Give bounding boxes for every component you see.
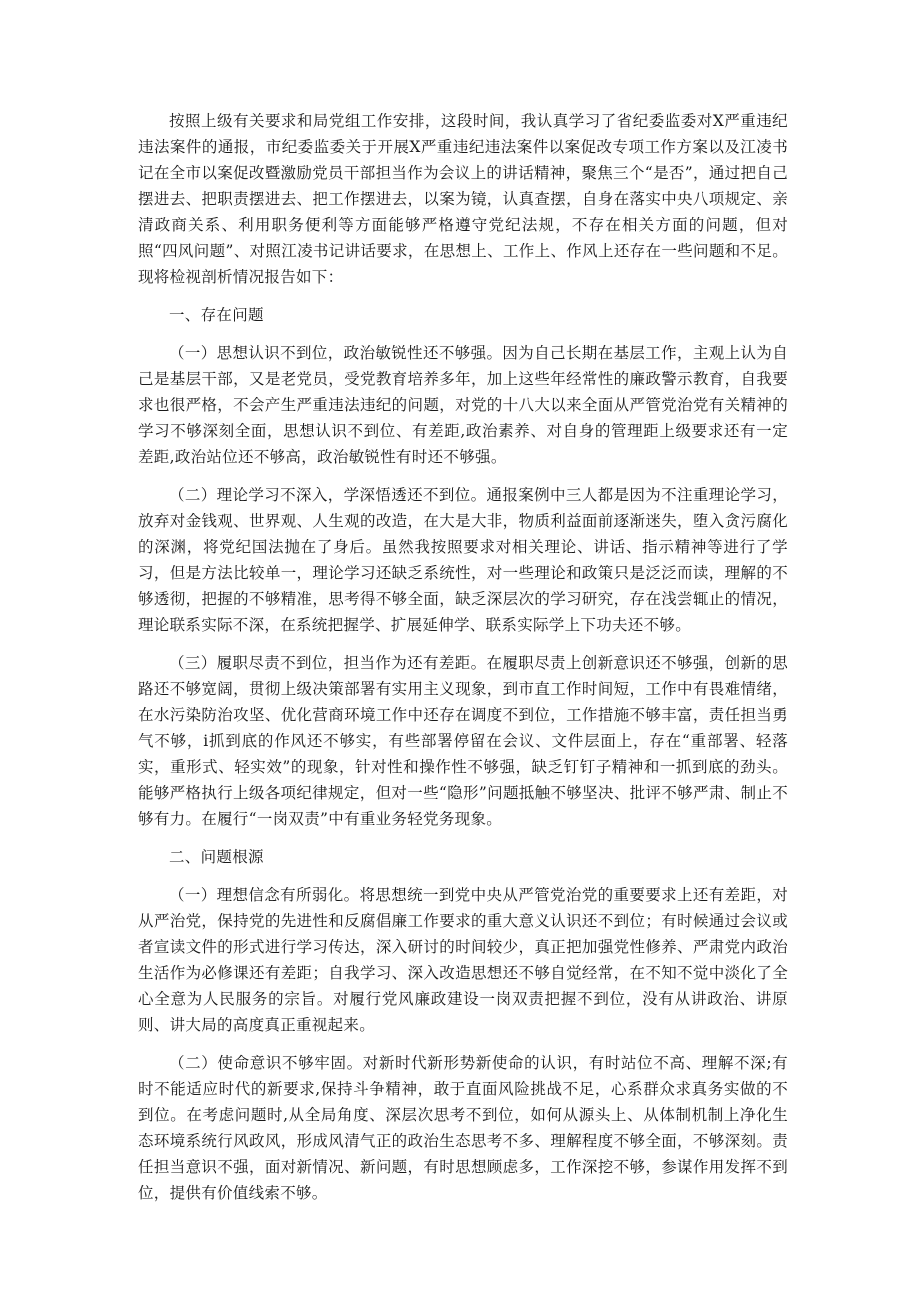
intro-paragraph: 按照上级有关要求和局党组工作安排，这段时间，我认真学习了省纪委监委对X严重违纪违法案件的通报，市纪委监委关于开展X严重违纪违法案件以案促改专项工作方案以及江凌书记在全市以案促改暨激励党员干部担当作为会议上的讲话精神，聚焦三个“是否”，通过把自己摆进去、把职责摆进去、把工作摆进去，以案为镜，认真查摆，自身在落实中央八项规定、亲清政商关系、利用职务便利等方面能够严格遵守党纪法规，不存在相关方面的问题，但对照“四风问题”、对照江凌书记讲话要求，在思想上、工作上、作风上还存在一些问题和不足。现将检视剖析情况报告如下：	[138, 112, 788, 286]
problem-item-1: （一）思想认识不到位，政治敏锐性还不够强。因为自己长期在基层工作，主观上认为自己是基层干部，又是老党员，受党教育培养多年，加上这些年经常性的廉政警示教育，自我要求也很严格，不会产生严重违法违纪的问题，对党的十八大以来全面从严管党治党有关精神的学习不够深刻全面，思想认识不到位、有差距,政治素养、对自身的管理距上级要求还有一定差距,政治站位还不够高，政治敏锐性有时还不够强。	[138, 344, 788, 466]
root-cause-item-1: （一）理想信念有所弱化。将思想统一到党中央从严管党治党的重要要求上还有差距，对从严治党，保持党的先进性和反腐倡廉工作要求的重大意义认识还不到位；有时候通过会议或者宣读文件的形式进行学习传达，深入研讨的时间较少，真正把加强党性修养、严肃党内政治生活作为必修课还有差距；自我学习、深入改造思想还不够自觉经常，在不知不觉中淡化了全心全意为人民服务的宗旨。对履行党风廉政建设一岗双责把握不到位，没有从讲政治、讲原则、讲大局的高度真正重视起来。	[138, 886, 788, 1034]
section-heading-root-causes: 二、问题根源	[169, 848, 264, 866]
section-heading-problems: 一、存在问题	[169, 306, 264, 324]
document-body	[138, 108, 788, 1206]
problem-item-3: （三）履职尽责不到位，担当作为还有差距。在履职尽责上创新意识还不够强，创新的思路还不够宽阔，贯彻上级决策部署有实用主义现象，到市直工作时间短，工作中有畏难情绪，在水污染防治攻坚、优化营商环境工作中还存在调度不到位，工作措施不够丰富，责任担当勇气不够，i抓到底的作风还不够实，有些部署停留在会议、文件层面上，存在“重部署、轻落实，重形式、轻实效”的现象，针对性和操作性不够强，缺乏钉钉子精神和一抓到底的劲头。能够严格执行上级各项纪律规定，但对一些“隐形”问题抵触不够坚决、批评不够严肃、制止不够有力。在履行“一岗双责”中有重业务轻党务现象。	[138, 654, 788, 828]
problem-item-2: （二）理论学习不深入，学深悟透还不到位。通报案例中三人都是因为不注重理论学习，放弃对金钱观、世界观、人生观的改造，在大是大非，物质利益面前逐渐迷失，堕入贪污腐化的深渊，将党纪国法抛在了身后。虽然我按照要求对相关理论、讲话、指示精神等进行了学习，但是方法比较单一，理论学习还缺乏系统性，对一些理论和政策只是泛泛而读，理解的不够透彻，把握的不够精准，思考得不够全面，缺乏深层次的学习研究，存在浅尝辄止的情况，理论联系实际不深，在系统把握学、扩展延伸学、联系实际学上下功夫还不够。	[138, 486, 788, 634]
root-cause-item-2: （二）使命意识不够牢固。对新时代新形势新使命的认识，有时站位不高、理解不深;有时不能适应时代的新要求,保持斗争精神，敢于直面风险挑战不足，心系群众求真务实做的不到位。在考虑问题时,从全局角度、深层次思考不到位，如何从源头上、从体制机制上净化生态环境系统行风政风，形成风清气正的政治生态思考不多、理解程度不够全面，不够深刻。责任担当意识不强，面对新情况、新问题，有时思想顾虑多，工作深挖不够，参谋作用发挥不到位，提供有价值线索不够。	[138, 1054, 788, 1202]
